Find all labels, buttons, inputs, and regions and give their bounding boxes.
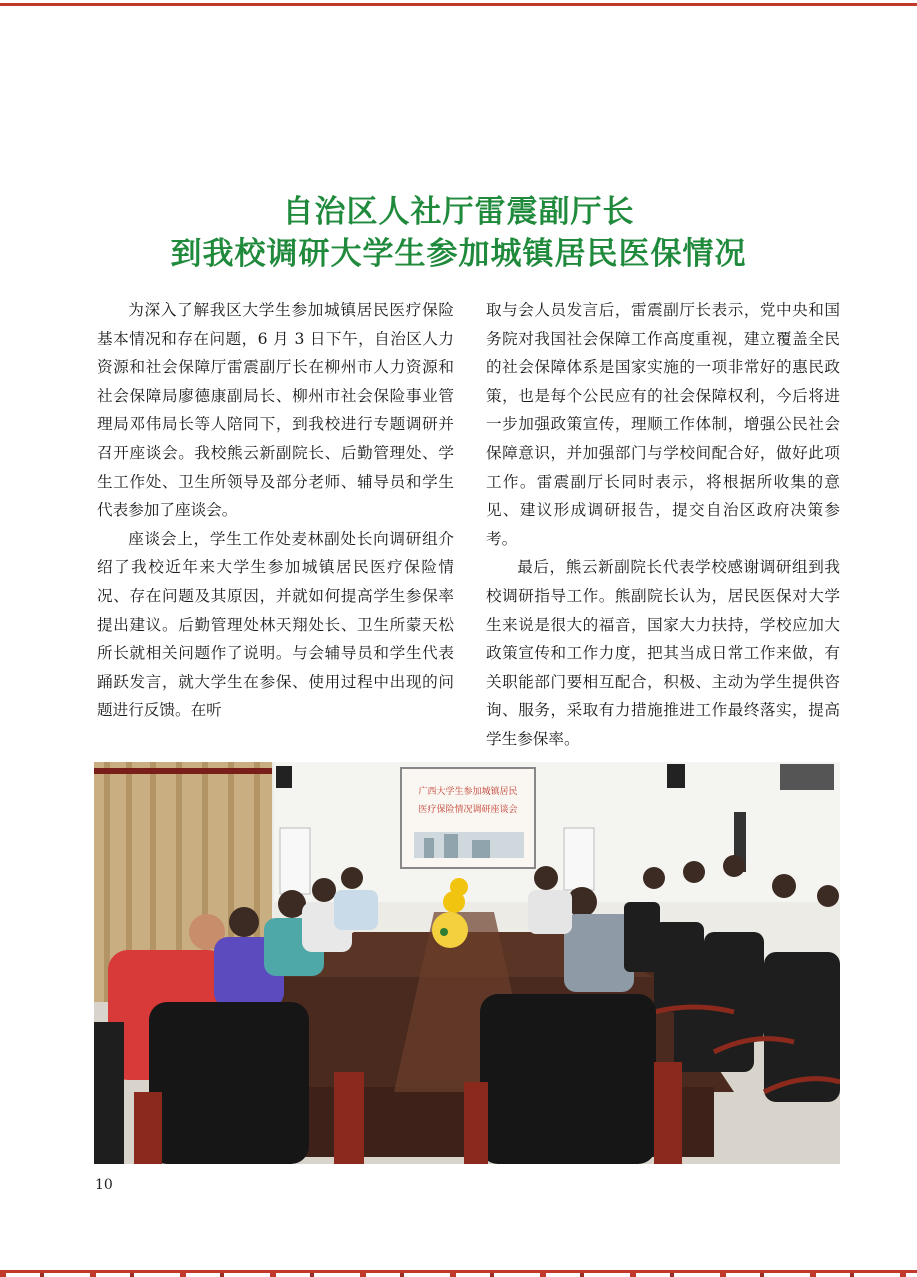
left-text-column — [97, 296, 454, 725]
article-title-line1: 自治区人社厅雷震副厅长 — [282, 194, 635, 230]
right-text-column — [486, 296, 840, 754]
meeting-photo — [94, 762, 840, 1164]
screen-text-line2: 医疗保险情况调研座谈会 — [418, 805, 518, 815]
meeting-room-illustration — [94, 762, 840, 1164]
bottom-decoration — [0, 1273, 917, 1277]
screen-text-line1: 广西大学生参加城镇居民 — [418, 787, 518, 797]
article-title-line2: 到我校调研大学生参加城镇居民医保情况 — [170, 236, 747, 272]
paragraph-continued: 取与会人员发言后，雷震副厅长表示，党中央和国务院对我国社会保障工作高度重视，建立覆盖全民的社会保障体系是国家实施的一项非常好的惠民政策，也是每个公民应有的社会保障权利，今后将进一步加强政策宣传，理顺工作体制，增强公民社会保障意识，并加强部门与学校间配合好，做好此项工作。雷震副厅长同时表示，将根据所收集的意见、建议形成调研报告，提交自治区政府决策参考。 — [486, 301, 840, 548]
paragraph: 为深入了解我区大学生参加城镇居民医疗保险基本情况和存在问题，6 月 3 日下午，自治区人力资源和社会保障厅雷震副厅长在柳州市人力资源和社会保障局廖德康副局长、柳州市社会保险事业管理局邓伟局长等人陪同下，到我校进行专题调研并召开座谈会。我校熊云新副院长、后勤管理处、学生工作处、卫生所领导及部分老师、辅导员和学生代表参加了座谈会。 — [97, 301, 454, 520]
page-number: 10 — [95, 1177, 113, 1193]
paragraph: 最后，熊云新副院长代表学校感谢调研组到我校调研指导工作。熊副院长认为，居民医保对大学生来说是很大的福音，国家大力扶持，学校应加大政策宣传和工作力度，把其当成日常工作来做，有关职能部门要相互配合，积极、主动为学生提供咨询、服务，采取有力措施推进工作最终落实，提高学生参保率。 — [486, 558, 840, 748]
top-rule — [0, 3, 917, 6]
paragraph: 座谈会上，学生工作处麦林副处长向调研组介绍了我校近年来大学生参加城镇居民医疗保险情况、存在问题及其原因，并就如何提高学生参保率提出建议。后勤管理处林天翔处长、卫生所蒙天松所长就相关问题作了说明。与会辅导员和学生代表踊跃发言，就大学生在参保、使用过程中出现的问题进行反馈。在听 — [97, 529, 454, 720]
